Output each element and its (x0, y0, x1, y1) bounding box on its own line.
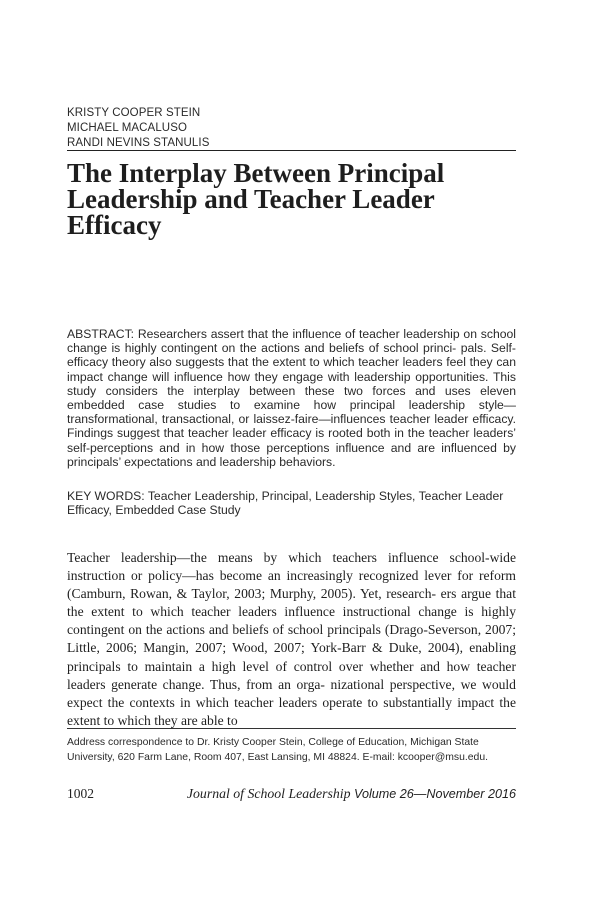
abstract-line: influenced by principals’ expectations and leadership behaviors. (67, 440, 516, 469)
journal-citation (187, 786, 516, 802)
abstract-line: efficacy. Findings suggest that teacher leader efficacy is rooted both in the (67, 412, 516, 441)
page-footer (67, 786, 516, 804)
title-line: Leadership and Teacher Leader (67, 184, 435, 214)
abstract-line: opportunities. This study considers the interplay between these two forces (67, 369, 516, 398)
keywords-line: Teacher Leadership, Principal, Leadership Styles, Teacher Leader (144, 489, 504, 503)
footnote-line: Address correspondence to Dr. Kristy Cooper Stein, College of Education, Michigan State (67, 737, 479, 748)
author-name: KRISTY COOPER STEIN (67, 107, 201, 119)
correspondence-footnote (67, 736, 516, 765)
volume-issue: Volume 26—November 2016 (350, 787, 516, 801)
footnote-line: University, 620 Farm Lane, Room 407, East Lansing, MI 48824. E-mail: kcooper@msu.edu. (67, 751, 488, 763)
abstract (67, 327, 516, 469)
article-title (67, 160, 516, 238)
body-line: nizational perspective, we would expect the contexts in which teacher (67, 676, 516, 710)
abstract-line: style—transformational, transactional, or laissez-faire—influences teacher leader (67, 398, 516, 427)
body-line: reform (Camburn, Rowan, & Taylor, 2003; Murphy, 2005). Yet, research- (67, 568, 516, 602)
abstract-label: ABSTRACT: (67, 327, 135, 341)
body-line: (Drago-Severson, 2007; Little, 2006; Mangin, 2007; Wood, 2007; York-Barr & (67, 622, 517, 656)
author-list (67, 106, 209, 151)
abstract-line: school change is highly contingent on the actions and beliefs of school princi- (67, 327, 516, 356)
body-line: Teacher leadership—the means by which teachers influence school-wide (67, 550, 516, 565)
body-line: instruction or policy—has become an increasingly recognized lever for (67, 568, 474, 584)
keywords (67, 489, 516, 518)
author-name: MICHAEL MACALUSO (67, 122, 188, 134)
abstract-line: pals. Self-efficacy theory also suggests that the extent to which teacher leaders (67, 341, 516, 370)
abstract-line: and uses eleven embedded case studies to examine how principal leadership (67, 383, 517, 413)
journal-name: Journal of School Leadership (186, 786, 351, 801)
title-line: The Interplay Between Principal (67, 158, 445, 188)
footnote-rule (67, 728, 516, 729)
body-paragraph (67, 549, 516, 730)
body-line: Duke, 2004), enabling principals to maintain a high level of control over (67, 640, 516, 674)
abstract-line: feel they can impact change will influence how they engage with leadership (67, 355, 516, 384)
title-line: Efficacy (67, 210, 162, 240)
header-rule (67, 150, 516, 151)
author-name: RANDI NEVINS STANULIS (67, 137, 210, 149)
keywords-label: KEY WORDS: (67, 489, 145, 503)
abstract-line: Researchers assert that the influence of teacher leadership on (134, 327, 477, 341)
keywords-line: Efficacy, Embedded Case Study (67, 503, 241, 518)
page-number: 1002 (67, 786, 94, 801)
abstract-line: teacher leaders’ self-perceptions and in how those perceptions influence and are (67, 426, 517, 455)
body-line: leaders operate to substantially impact the extent to which they are able to (67, 694, 517, 728)
body-line: ers argue that the extent to which teacher leaders influence instructional (67, 586, 516, 620)
body-line: whether and how teacher leaders generate change. Thus, from an orga- (67, 658, 516, 692)
body-line: change is highly contingent on the actions and beliefs of school principals (67, 604, 516, 638)
